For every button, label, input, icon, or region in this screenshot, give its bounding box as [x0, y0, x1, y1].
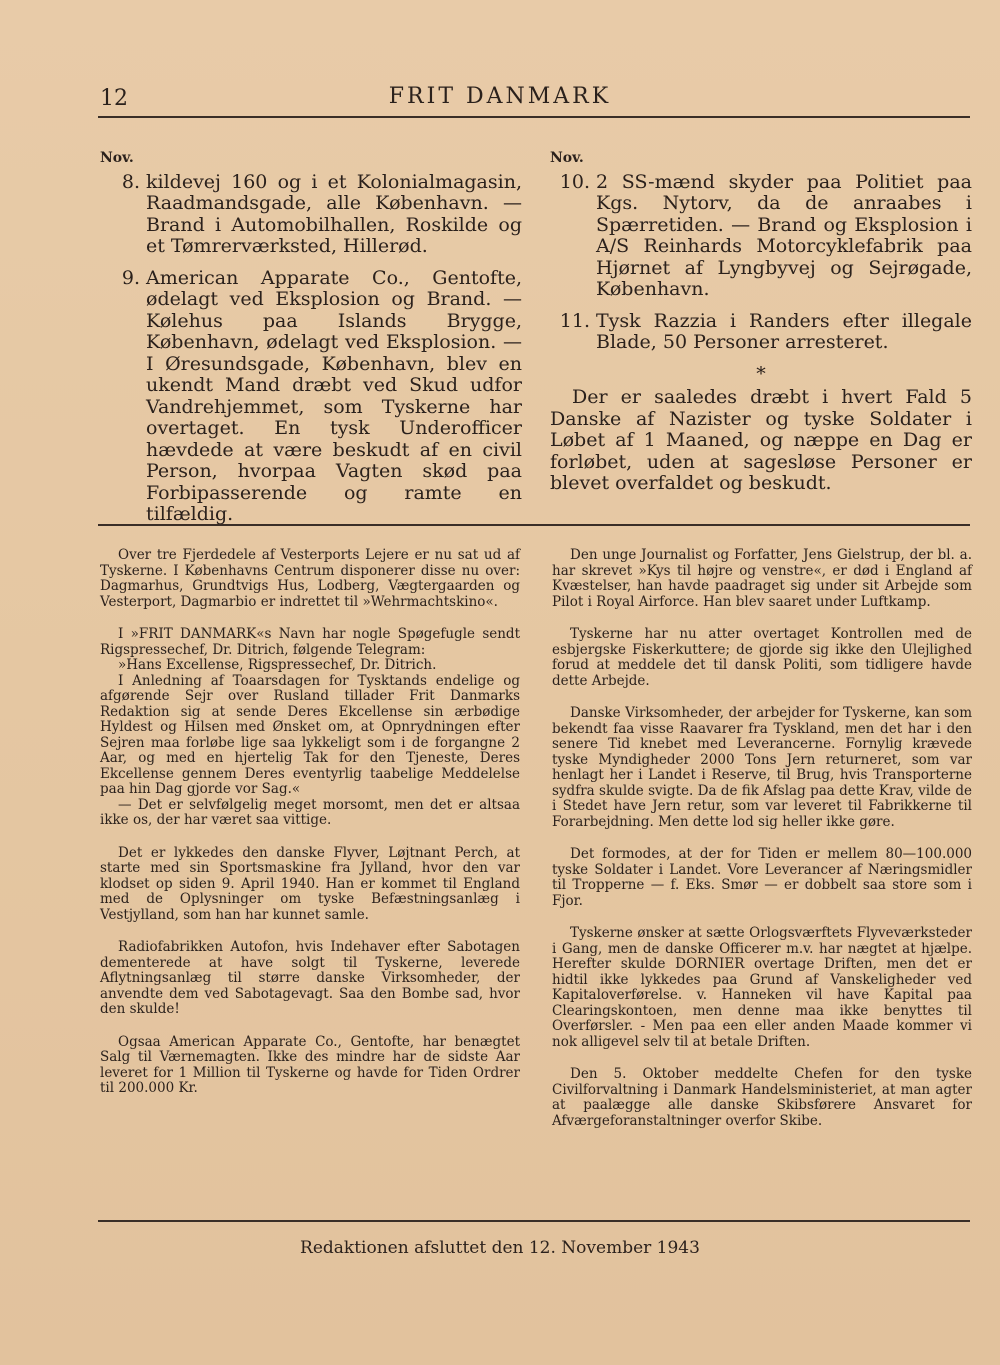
chronicle-entry: [100, 268, 522, 526]
news-paragraph: Tyskerne har nu atter overtaget Kontrollen med de esbjergske Fiskerkuttere; de gjorde sig ikke den Ulejlighed forud at meddele det til dansk Politi, som tidligere havde dette Arbejde.: [552, 626, 972, 689]
chronicle-entry: [100, 172, 522, 258]
editorial-footer: Redaktionen afsluttet den 12. November 1943: [300, 1238, 700, 1258]
news-paragraph: I »FRIT DANMARK«s Navn har nogle Spøgefugle sendt Rigspressechef, Dr. Ditrich, følgende Telegram:: [100, 626, 520, 658]
entry-day: 11.: [559, 309, 590, 332]
closing-paragraph: Der er saaledes dræbt i hvert Fald 5 Danske af Nazister og tyske Soldater i Løbet af 1 Maaned, og næppe en Dag er forløbet, uden at sagesløse Personer er blevet overfaldet og beskudt.: [550, 386, 972, 494]
entry-day: 8.: [121, 170, 140, 193]
page-number: 12: [100, 86, 128, 111]
entry-text: Tysk Razzia i Randers efter illegale Blade, 50 Personer arresteret.: [596, 309, 972, 353]
news-paragraph: Det formodes, at der for Tiden er mellem 80—100.000 tyske Soldater i Landet. Vore Leverancer af Næringsmidler til Tropperne — f. Eks. Smør — er dobbelt saa store som i Fjor.: [552, 846, 972, 909]
bottom-left-column: [100, 548, 520, 1114]
section-star: *: [756, 362, 766, 385]
top-left-column: [100, 148, 522, 536]
month-label: Nov.: [550, 150, 584, 166]
entry-text: kildevej 160 og i et Kolonialmagasin, Raadmandsgade, alle København. — Brand i Automobilhallen, Roskilde og et Tømrerværksted, Hillerød.: [146, 170, 522, 257]
news-paragraph: Danske Virksomheder, der arbejder for Tyskerne, kan som bekendt faa visse Raavarer fra Tyskland, men det har i den senere Tid knebet med Leverancerne. Fornylig krævede tyske Myndigheder 2000 Tons Jern returneret, som var henlagt her i Landet i Reserve, til Brug, hvis Transporterne sydfra skulde svigte. Da de fik Afslag paa dette Krav, vilde de i Stedet have Jern retur, som var leveret til Fabrikkerne til Forarbejdning. Men dette lod sig heller ikke gøre.: [552, 705, 972, 830]
news-paragraph: Den 5. Oktober meddelte Chefen for den tyske Civilforvaltning i Danmark Handelsministeriet, at man agter at paalægge alle danske Skibsførere Ansvaret for Afværgeforanstaltninger overfor Skibe.: [552, 1066, 972, 1129]
masthead-title: FRIT DANMARK: [388, 84, 612, 109]
header-rule: [98, 116, 970, 118]
news-paragraph: Den unge Journalist og Forfatter, Jens Gielstrup, der bl. a. har skrevet »Kys til højre og venstre«, er død i England af Kvæstelser, han havde paadraget sig under sit Arbejde som Pilot i Royal Airforce. Han blev saaret under Luftkamp.: [552, 547, 972, 610]
news-paragraph: Over tre Fjerdedele af Vesterports Lejere er nu sat ud af Tyskerne. I Københavns Centrum disponerer disse nu over: Dagmarhus, Grundtvigs Hus, Lodberg, Vægtergaarden og Vesterport, Dagmarbio er indrettet til »Wehrmachtskino«.: [100, 547, 520, 610]
news-paragraph: Radiofabrikken Autofon, hvis Indehaver efter Sabotagen dementerede at have solgt til Tyskerne, leverede Aflytningsanlæg til større danske Virksomheder, der anvendte dem ved Sabotagevagt. Saa den Bombe sad, hvor den skulde!: [100, 939, 520, 1017]
telegram-salutation: »Hans Excellense, Rigspressechef, Dr. Ditrich.: [118, 657, 437, 673]
news-paragraph: Ogsaa American Apparate Co., Gentofte, har benægtet Salg til Værnemagten. Ikke des mindre har de sidste Aar leveret for 1 Million til Tyskerne og havde for Tiden Ordrer til 200.000 Kr.: [100, 1033, 520, 1096]
bottom-right-column: [552, 548, 972, 1146]
telegram-text: I Anledning af Toaarsdagen for Tysktands endelige og afgørende Sejr over Rusland tillader Frit Danmarks Redaktion sig at sende Deres Ekcellense sin ærbødige Hyldest og Hilsen med Ønsket om, at Opnrydningen efter Sejren maa forløbe lige saa lykkeligt som i de forgangne 2 Aar, og med en hjertelig Tak for den Tjeneste, Deres Ekcellense gennem Deres eventyrlig taabelige Meddelelse paa hin Dag gjorde vor Sag.«: [100, 672, 520, 797]
chronicle-entry: [550, 172, 972, 301]
section-rule: [98, 524, 970, 526]
entry-day: 10.: [559, 170, 590, 193]
chronicle-entry: [550, 311, 972, 354]
news-paragraph: Det er lykkedes den danske Flyver, Løjtnant Perch, at starte med sin Sportsmaskine fra Jylland, hvor den var klodset op siden 9. April 1940. Han er kommet til England med de Oplysninger om tyske Befæstningsanlæg i Vestjylland, som han har kunnet samle.: [100, 844, 520, 923]
top-right-column: [550, 148, 972, 495]
entry-text: American Apparate Co., Gentofte, ødelagt ved Eksplosion og Brand. — Kølehus paa Islands Brygge, København, ødelagt ved Eksplosion. — I Øresundsgade, København, blev en ukendt Mand dræbt ved Skud udfor Vandrehjemmet, som Tyskerne har overtaget. En tysk Underofficer hævdede at være beskudt af en civil Person, hvorpaa Vagten skød paa Forbipasserende og ramte en tilfældig.: [146, 266, 522, 525]
month-label: Nov.: [100, 150, 134, 166]
footer-rule: [98, 1220, 970, 1222]
news-paragraph: Tyskerne ønsker at sætte Orlogsværftets Flyveværksteder i Gang, men de danske Officerer m.v. har nægtet at hjælpe. Herefter skulde DORNIER overtage Driften, men det er hidtil ikke lykkedes paa Grund af Vanskeligheder ved Kapitaloverførelse. v. Hanneken vil have Kapital paa Clearingskontoen, men denne maa ikke benyttes til Overførsler. - Men paa een eller anden Maade kommer vi nok alligevel selv til at betale Driften.: [552, 925, 972, 1050]
entry-day: 9.: [121, 266, 140, 289]
news-paragraph: — Det er selvfølgelig meget morsomt, men det er altsaa ikke os, der har været saa vittige.: [100, 796, 520, 828]
entry-text: 2 SS-mænd skyder paa Politiet paa Kgs. Nytorv, da de anraabes i Spærretiden. — Brand og Eksplosion i A/S Reinhards Motorcyklefabrik paa Hjørnet af Lyngbyvej og Sejrøgade, København.: [596, 170, 972, 300]
